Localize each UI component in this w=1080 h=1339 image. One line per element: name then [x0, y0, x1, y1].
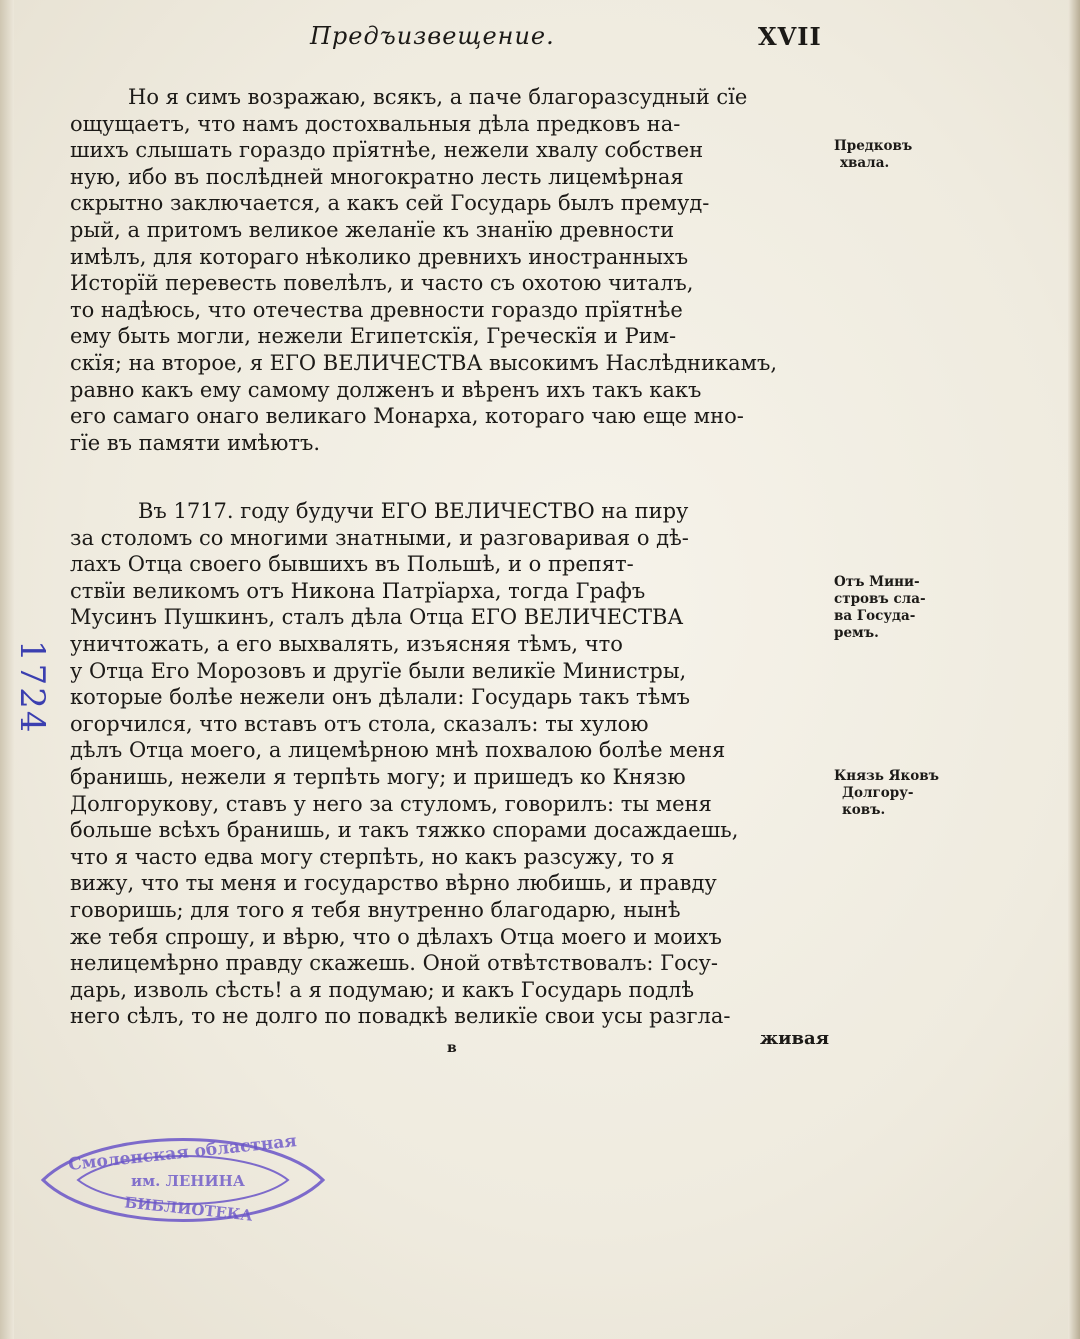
text-line: ствïи великомъ отъ Никона Патрïарха, тогда Графъ [70, 578, 646, 603]
margin-note-ministers [834, 574, 944, 642]
text-line: него сѣлъ, то не долго по повадкѣ великïе свои усы разгла- [70, 1004, 731, 1029]
text-line: равно какъ ему самому долженъ и вѣренъ ихъ такъ какъ [70, 377, 702, 402]
text-line: Но я симъ возражаю, всякъ, а паче благоразсудный сïе [128, 85, 748, 109]
text-line: уничтожать, а его выхвалять, изъясняя тѣмъ, что [70, 631, 623, 656]
text-line: шихъ слышать гораздо прïятнѣе, нежели хвалу собствен [70, 138, 704, 163]
catchword: живая [760, 1028, 829, 1049]
text-line: дарь, изволь сѣсть! а я подумаю; и какъ Государь подлѣ [70, 977, 695, 1002]
text-line: ную, ибо въ послѣдней многократно лесть лицемѣрная [70, 164, 684, 189]
paragraph-2 [70, 498, 826, 1030]
text-line: гïе въ памяти имѣютъ. [70, 430, 321, 455]
margin-note-line: Долгору- [842, 785, 914, 801]
margin-note-line: Князь Яковъ [834, 768, 940, 784]
text-line: нелицемѣрно правду скажешь. Оной отвѣтствовалъ: Госу- [70, 951, 718, 976]
margin-note-line: хвала. [840, 155, 890, 171]
text-line: которые болѣе нежели онъ дѣлали: Государь такъ тѣмъ [70, 685, 691, 710]
text-line: его самаго онаго великаго Монарха, котораго чаю еще мно- [70, 404, 744, 429]
text-line: лахъ Отца своего бывшихъ въ Польшѣ, и о препят- [70, 552, 634, 577]
stamp-text-line-1: Смоленская областная [67, 1131, 298, 1175]
margin-note-line: ремъ. [834, 625, 879, 641]
stamp-text-line-3: БИБЛИОТЕКА [123, 1193, 254, 1225]
text-line: говоришь; для того я тебя внутренно благодарю, нынѣ [70, 897, 681, 922]
stamp-text-line-2: им. ЛЕНИНА [130, 1172, 246, 1190]
text-line: Мусинъ Пушкинъ, сталъ дѣла Отца ЕГО ВЕЛИЧЕСТВА [70, 605, 684, 630]
margin-note-line: Предковъ [834, 138, 913, 154]
text-line: Исторïй перевесть повелѣлъ, и часто съ охотою читалъ, [70, 271, 694, 296]
text-line: скрытно заключается, а какъ сей Государь былъ премуд- [70, 191, 710, 216]
page-number: XVII [758, 22, 822, 51]
margin-note-line: стровъ сла- [834, 591, 926, 607]
text-line: бранишь, нежели я терпѣть могу; и пришедъ ко Князю [70, 764, 686, 789]
running-head: Предъизвещение. [310, 22, 555, 50]
paragraph-1 [70, 84, 826, 456]
text-line: у Отца Его Морозовъ и другïе были великïе Министры, [70, 658, 687, 683]
margin-note-line: ковъ. [842, 802, 886, 818]
margin-note-line: ва Госуда- [834, 608, 916, 624]
text-line: скïя; на второе, я ЕГО ВЕЛИЧЕСТВА высокимъ Наслѣдникамъ, [70, 350, 778, 375]
text-line: же тебя спрошу, и вѣрю, что о дѣлахъ Отца моего и моихъ [70, 924, 722, 949]
text-line: за столомъ со многими знатными, и разговаривая о дѣ- [70, 525, 689, 550]
text-line: огорчился, что вставъ отъ стола, сказалъ: ты хулою [70, 711, 649, 736]
text-line: вижу, что ты меня и государство вѣрно любишь, и правду [70, 871, 717, 896]
text-line: то надѣюсь, что отечества древности гораздо прïятнѣе [70, 297, 683, 322]
text-line: что я часто едва могу стерпѣть, но какъ разсужу, то я [70, 844, 675, 869]
margin-note-prince-dolgorukov [834, 768, 944, 819]
text-line: дѣлъ Отца моего, а лицемѣрною мнѣ похвалою болѣе меня [70, 738, 726, 763]
text-line: Въ 1717. году будучи ЕГО ВЕЛИЧЕСТВО на пиру [138, 499, 689, 523]
page-edge-shadow [1068, 0, 1080, 1339]
margin-note-line: Отъ Мини- [834, 574, 920, 590]
text-line: Долгорукову, ставъ у него за стуломъ, говорилъ: ты меня [70, 791, 712, 816]
handwritten-number: 1724 [12, 640, 52, 735]
text-line: рый, а притомъ великое желанïе къ знанïю древности [70, 217, 675, 242]
text-line: имѣлъ, для котораго нѣколико древнихъ иностранныхъ [70, 244, 689, 269]
text-line: ощущаетъ, что намъ достохвальныя дѣла предковъ на- [70, 111, 681, 136]
signature-mark: в [447, 1040, 457, 1056]
library-stamp [38, 1118, 328, 1238]
margin-note-ancestors-praise [834, 138, 944, 172]
text-line: ему быть могли, нежели Египетскïя, Греческïя и Рим- [70, 324, 677, 349]
text-line: больше всѣхъ бранишь, и такъ тяжко спорами досаждаешь, [70, 818, 739, 843]
